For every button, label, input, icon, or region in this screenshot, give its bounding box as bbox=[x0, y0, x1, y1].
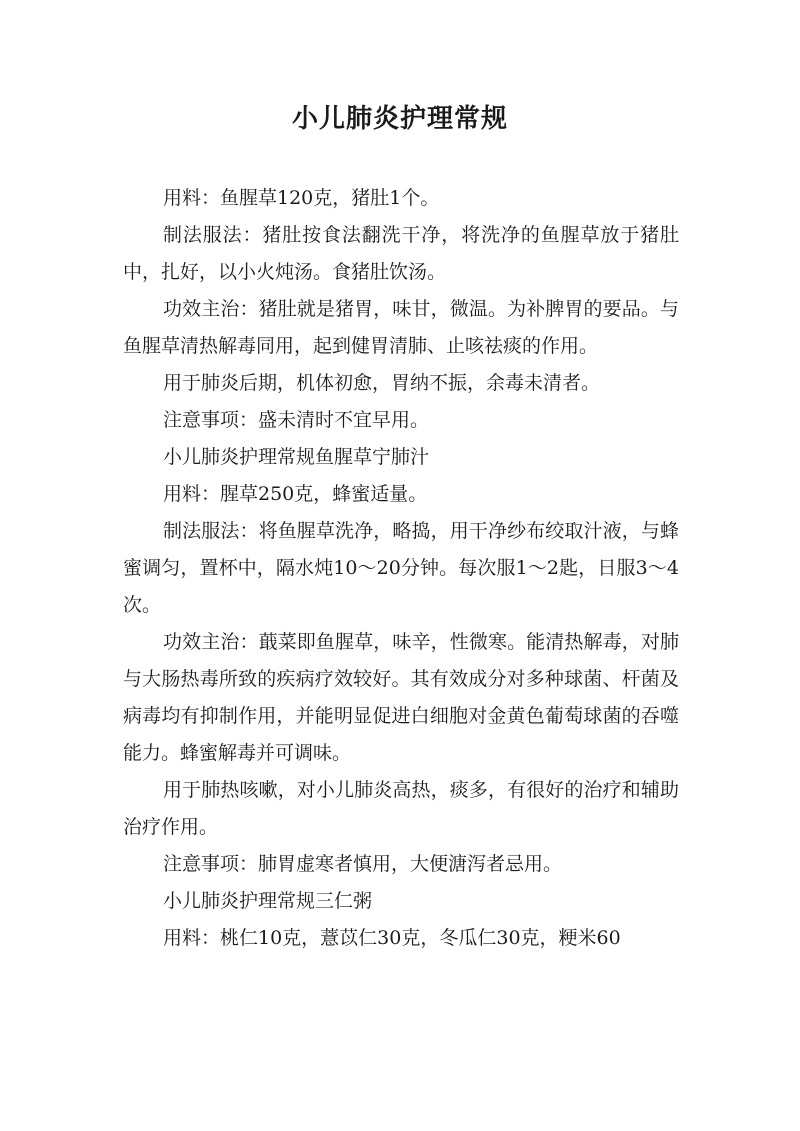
paragraph: 制法服法：将鱼腥草洗净，略捣，用干净纱布绞取汁液，与蜂蜜调匀，置杯中，隔水炖10～20分钟。每次服1～2匙，日服3～4次。 bbox=[123, 520, 679, 616]
paragraph: 功效主治：蕺菜即鱼腥草，味辛，性微寒。能清热解毒，对肺与大肠热毒所致的疾病疗效较好。其有效成分对多种球菌、杆菌及病毒均有抑制作用，并能明显促进白细胞对金黄色葡萄球菌的吞噬能力。蜂蜜解毒并可调味。 bbox=[123, 631, 679, 764]
paragraph: 注意事项：肺胃虚寒者慎用，大便溏泻者忌用。 bbox=[163, 853, 563, 875]
section-heading: 小儿肺炎护理常规鱼腥草宁肺汁 bbox=[163, 446, 430, 468]
paragraph: 用料：鱼腥草120克，猪肚1个。 bbox=[163, 187, 440, 209]
document-title: 小儿肺炎护理常规 bbox=[291, 104, 508, 134]
paragraph: 用于肺热咳嗽，对小儿肺炎高热，痰多，有很好的治疗和辅助治疗作用。 bbox=[123, 779, 679, 838]
section-heading: 小儿肺炎护理常规三仁粥 bbox=[163, 890, 373, 912]
paragraph: 用于肺炎后期，机体初愈，胃纳不振，余毒未清者。 bbox=[163, 372, 601, 394]
paragraph: 制法服法：猪肚按食法翻洗干净，将洗净的鱼腥草放于猪肚中，扎好，以小火炖汤。食猪肚饮汤。 bbox=[123, 224, 679, 283]
document-body bbox=[123, 180, 679, 957]
paragraph: 功效主治：猪肚就是猪胃，味甘，微温。为补脾胃的要品。与鱼腥草清热解毒同用，起到健胃清肺、止咳祛痰的作用。 bbox=[123, 298, 679, 357]
paragraph: 用料：桃仁10克，薏苡仁30克，冬瓜仁30克，粳米60 bbox=[163, 927, 621, 949]
paragraph: 用料：腥草250克，蜂蜜适量。 bbox=[163, 483, 428, 505]
paragraph: 注意事项：盛未清时不宜早用。 bbox=[163, 409, 430, 431]
